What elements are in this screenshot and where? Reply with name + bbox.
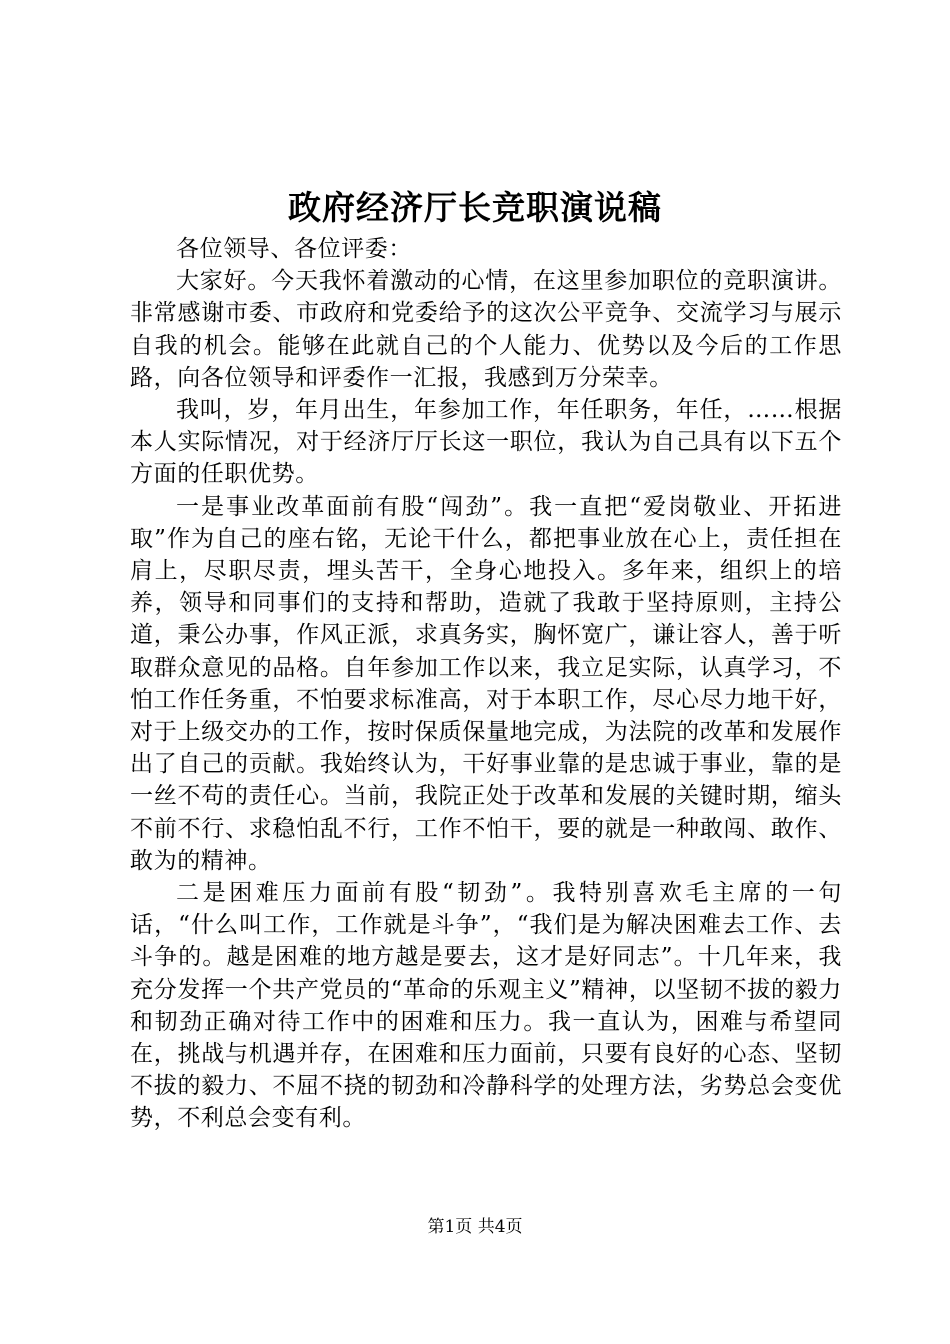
advantage-two-paragraph: 二是困难压力面前有股“韧劲”。我特别喜欢毛主席的一句话，“什么叫工作，工作就是斗争”，“我们是为解决困难去工作、去斗争的。越是困难的地方越是要去，这才是好同志”。十几年来，我充分发挥一个共产党员的“革命的乐观主义”精神，以坚韧不拔的毅力和韧劲正确对待工作中的困难和压力。我一直认为，困难与希望同在，挑战与机遇并存，在困难和压力面前，只要有良好的心态、坚韧不拔的毅力、不屈不挠的韧劲和冷静科学的处理方法，劣势总会变优势，不利总会变有利。	[130, 880, 842, 1132]
document-title: 政府经济厅长竞职演说稿	[288, 188, 662, 227]
greeting-paragraph: 大家好。今天我怀着激动的心情，在这里参加职位的竞职演讲。非常感谢市委、市政府和党委给予的这次公平竞争、交流学习与展示自我的机会。能够在此就自己的个人能力、优势以及今后的工作思路，向各位领导和评委作一汇报，我感到万分荣幸。	[130, 268, 842, 391]
self-introduction-paragraph: 我叫，岁，年月出生，年参加工作，年任职务，年任，……根据本人实际情况，对于经济厅厅长这一职位，我认为自己具有以下五个方面的任职优势。	[130, 397, 842, 488]
page-number-footer: 第1页 共4页	[427, 1217, 523, 1237]
salutation-paragraph: 各位领导、各位评委：	[176, 236, 412, 262]
document-body	[130, 233, 842, 1135]
advantage-one-paragraph: 一是事业改革面前有股“闯劲”。我一直把“爱岗敬业、开拓进取”作为自己的座右铭，无论干什么，都把事业放在心上，责任担在肩上，尽职尽责，埋头苦干，全身心地投入。多年来，组织上的培养，领导和同事们的支持和帮助，造就了我敢于坚持原则，主持公道，秉公办事，作风正派，求真务实，胸怀宽广，谦让容人，善于听取群众意见的品格。自年参加工作以来，我立足实际，认真学习，不怕工作任务重，不怕要求标准高，对于本职工作，尽心尽力地干好，对于上级交办的工作，按时保质保量地完成，为法院的改革和发展作出了自己的贡献。我始终认为，干好事业靠的是忠诚于事业，靠的是一丝不苟的责任心。当前，我院正处于改革和发展的关键时期，缩头不前不行、求稳怕乱不行，工作不怕干，要的就是一种敢闯、敢作、敢为的精神。	[130, 493, 842, 874]
